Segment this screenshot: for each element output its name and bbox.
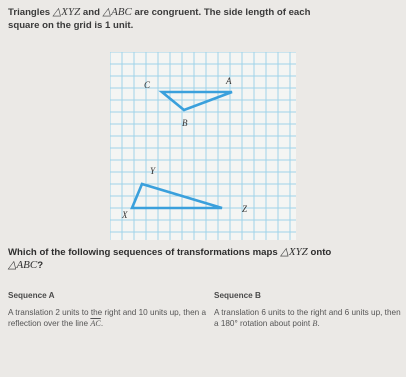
- sequence-b-body: [214, 307, 404, 329]
- vertex-label-z: Z: [242, 204, 248, 214]
- question-triangle-xyz: △XYZ: [280, 246, 308, 258]
- stem-text-3: are congruent. The side length of each: [131, 7, 311, 18]
- sequence-b-end: .: [317, 319, 320, 328]
- stem-text-4: square on the grid is 1 unit.: [8, 19, 134, 31]
- vertex-label-c: C: [144, 80, 151, 90]
- sequence-a-block: [8, 290, 208, 329]
- question-text-1: Which of the following sequences of transformations maps: [8, 247, 281, 258]
- question-triangle-abc: △ABC: [8, 259, 38, 271]
- grid-background: [110, 52, 296, 240]
- sequence-b-point-name: B: [312, 319, 318, 328]
- triangle-xyz-label: △XYZ: [52, 6, 81, 18]
- sequence-b-title: Sequence B: [214, 291, 261, 300]
- sequence-a-body: [8, 307, 208, 329]
- sequence-a-end: .: [100, 319, 104, 328]
- problem-statement: [8, 6, 400, 32]
- vertex-label-x: X: [122, 210, 128, 220]
- coordinate-grid: [110, 52, 296, 240]
- triangle-abc-label: △ABC: [102, 6, 132, 18]
- question-prompt: [8, 246, 400, 272]
- sequence-b-text: A translation 6 units to the right and 6 units up, then a 180° rotation about point: [214, 308, 401, 328]
- sequence-b-block: [214, 290, 404, 329]
- question-text-3: ?: [37, 260, 44, 271]
- vertex-label-y: Y: [150, 166, 156, 176]
- question-text-2: onto: [307, 247, 332, 258]
- sequence-a-line-name: $\overline{AC}$: [90, 319, 101, 328]
- vertex-label-a: A: [226, 76, 232, 86]
- vertex-label-b: B: [182, 118, 188, 128]
- stem-text-2: and: [80, 7, 103, 18]
- sequence-a-title: Sequence A: [8, 291, 55, 300]
- stem-text-1: Triangles: [8, 7, 53, 18]
- sequence-a-text: A translation 2 units to the right and 10 units up, then a reflection over the line: [8, 308, 206, 328]
- grid-figure: [110, 52, 296, 240]
